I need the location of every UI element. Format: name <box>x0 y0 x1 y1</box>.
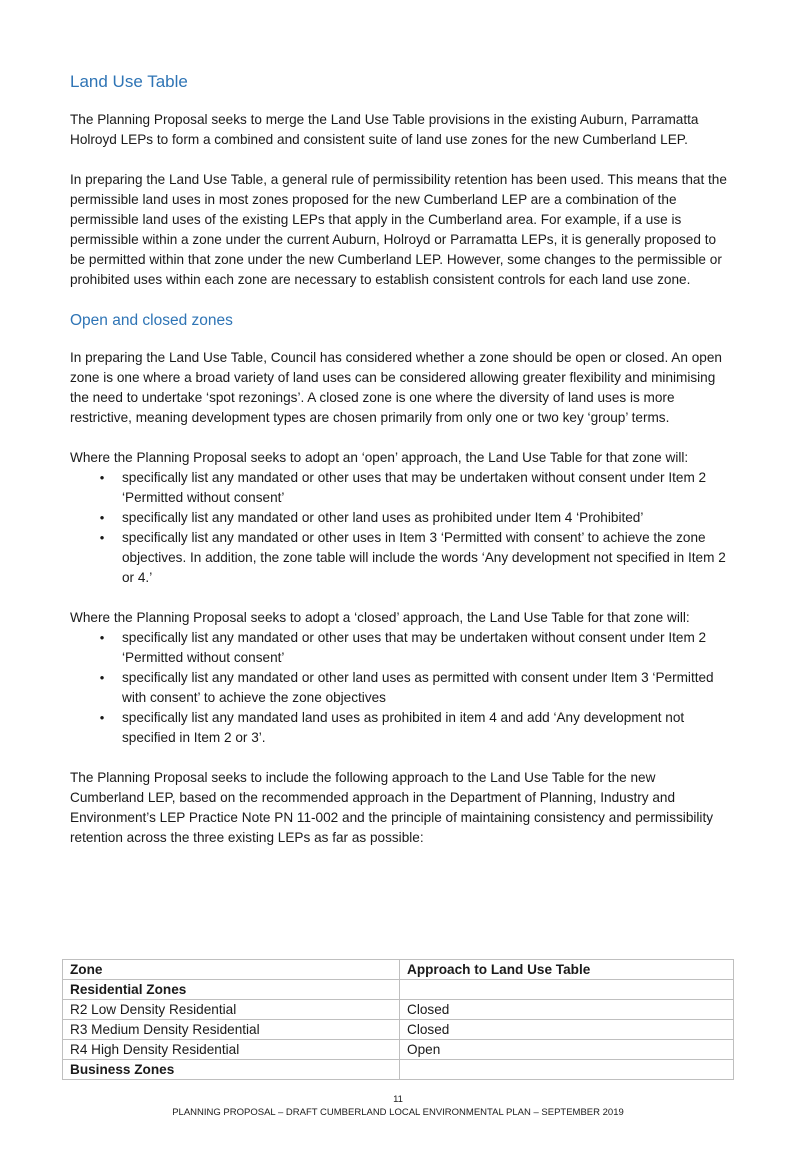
approach-cell: Closed <box>400 1000 734 1020</box>
zone-approach-table <box>62 959 734 1080</box>
intro-paragraph-2: In preparing the Land Use Table, a general rule of permissibility retention has been used. This means that the permissible land uses in most zones proposed for the new Cumberland LEP are a combination of the permissible land uses of the existing LEPs that apply in the Cumberland area. For example, if a use is permissible within a zone under the current Auburn, Holroyd or Parramatta LEPs, it is generally proposed to be permitted within that zone under the new Cumberland LEP. However, some changes to the permissible or prohibited uses within each zone are necessary to establish consistent controls for each land use zone. <box>70 172 727 287</box>
bullet-icon: • <box>99 670 105 685</box>
bullet-icon: • <box>99 710 105 725</box>
page-content <box>70 70 732 868</box>
list-item <box>70 668 732 708</box>
approach-cell <box>400 980 734 1000</box>
page-number: 11 <box>393 1094 403 1105</box>
bullet-icon: • <box>99 470 105 485</box>
zone-cell: R2 Low Density Residential <box>63 1000 400 1020</box>
intro-paragraph-1: The Planning Proposal seeks to merge the Land Use Table provisions in the existing Auburn, Parramatta Holroyd LEPs to form a combined and consistent suite of land use zones for the new Cumberland LEP. <box>70 112 699 147</box>
column-header-approach: Approach to Land Use Table <box>400 960 734 980</box>
list-item-text: specifically list any mandated land uses as prohibited in item 4 and add ‘Any development not specified in Item 2 or 3’. <box>122 710 685 745</box>
table-row <box>63 1000 734 1020</box>
list-item-text: specifically list any mandated or other uses in Item 3 ‘Permitted with consent’ to achieve the zone objectives. In addition, the zone table will include the words ‘Any development not specified in Item 2 or 4.’ <box>122 530 726 585</box>
open-closed-paragraph: In preparing the Land Use Table, Council has considered whether a zone should be open or closed. An open zone is one where a broad variety of land uses can be considered allowing greater flexibility and minimising the need to undertake ‘spot rezonings’. A closed zone is one where the diversity of land uses is more restrictive, meaning development types are chosen primarily from only one or two key ‘group’ terms. <box>70 350 722 425</box>
section-heading: Land Use Table <box>70 72 188 91</box>
table-row <box>63 1040 734 1060</box>
list-item <box>70 528 732 588</box>
bullet-icon: • <box>99 510 105 525</box>
footer-title: PLANNING PROPOSAL – DRAFT CUMBERLAND LOCAL ENVIRONMENTAL PLAN – SEPTEMBER 2019 <box>172 1107 624 1118</box>
closed-approach-list <box>70 628 732 748</box>
list-item-text: specifically list any mandated or other uses that may be undertaken without consent under Item 2 ‘Permitted without consent’ <box>122 470 707 505</box>
table-row <box>63 1060 734 1080</box>
table-row <box>63 980 734 1000</box>
approach-cell: Open <box>400 1040 734 1060</box>
list-item <box>70 708 732 748</box>
zone-cell: R3 Medium Density Residential <box>63 1020 400 1040</box>
table-header-row <box>63 960 734 980</box>
open-approach-intro: Where the Planning Proposal seeks to adopt an ‘open’ approach, the Land Use Table for that zone will: <box>70 450 689 465</box>
zone-cell: Business Zones <box>63 1060 400 1080</box>
list-item <box>70 628 732 668</box>
list-item-text: specifically list any mandated or other land uses as prohibited under Item 4 ‘Prohibited’ <box>122 510 644 525</box>
approach-cell <box>400 1060 734 1080</box>
list-item <box>70 508 732 528</box>
list-item-text: specifically list any mandated or other land uses as permitted with consent under Item 3 ‘Permitted with consent’ to achieve the zone objectives <box>122 670 714 705</box>
table-row <box>63 1020 734 1040</box>
list-item-text: specifically list any mandated or other uses that may be undertaken without consent under Item 2 ‘Permitted without consent’ <box>122 630 707 665</box>
subsection-heading: Open and closed zones <box>70 312 233 329</box>
zone-cell: Residential Zones <box>63 980 400 1000</box>
bullet-icon: • <box>99 630 105 645</box>
bullet-icon: • <box>99 530 105 545</box>
approach-paragraph: The Planning Proposal seeks to include the following approach to the Land Use Table for the new Cumberland LEP, based on the recommended approach in the Department of Planning, Industry and Environment’s LEP Practice Note PN 11-002 and the principle of maintaining consistency and permissibility retention across the three existing LEPs as far as possible: <box>70 770 714 845</box>
open-approach-list <box>70 468 732 588</box>
closed-approach-intro: Where the Planning Proposal seeks to adopt a ‘closed’ approach, the Land Use Table for that zone will: <box>70 610 690 625</box>
list-item <box>70 468 732 508</box>
approach-cell: Closed <box>400 1020 734 1040</box>
zone-cell: R4 High Density Residential <box>63 1040 400 1060</box>
column-header-zone: Zone <box>63 960 400 980</box>
